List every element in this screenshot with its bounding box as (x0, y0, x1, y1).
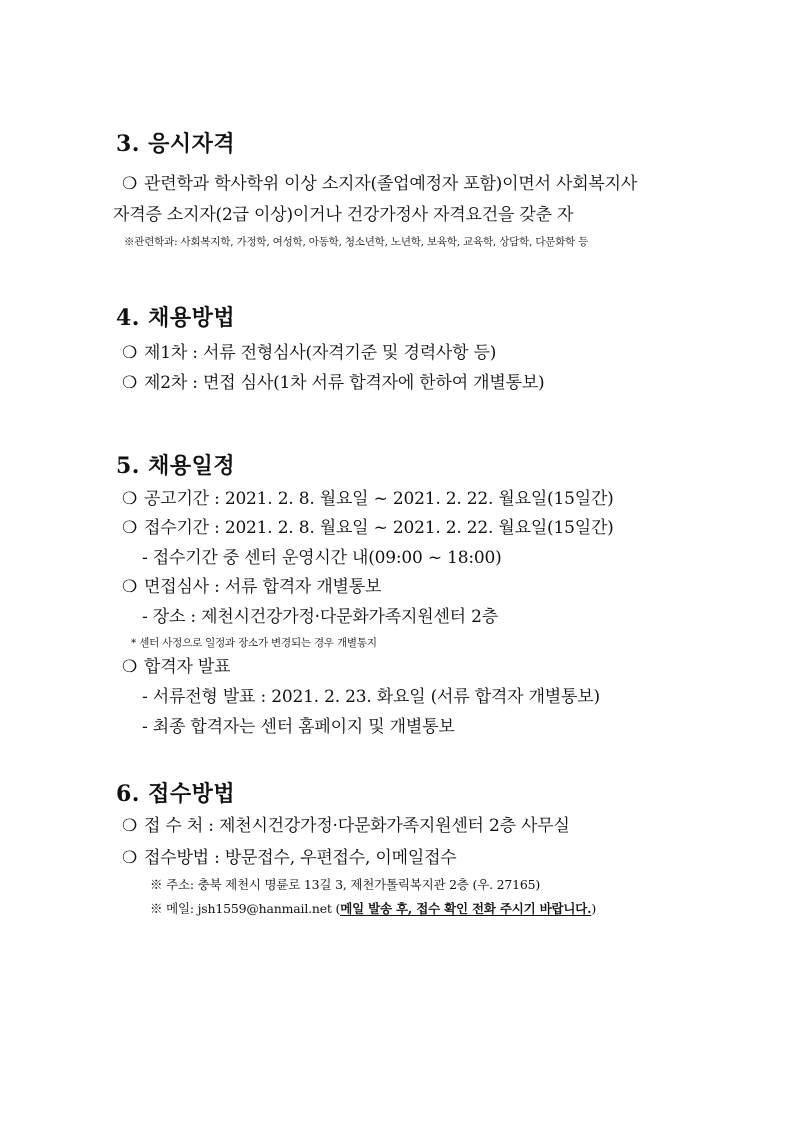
section-5-item-2-sub: - 접수기간 중 센터 운영시간 내(09:00 ~ 18:00) (142, 548, 502, 568)
section-3-text-line2: 자격증 소지자(2급 이상)이거나 건강가정사 자격요건을 갖춘 자 (113, 205, 574, 225)
section-5-item-1-text: 공고기간 : 2021. 2. 8. 월요일 ~ 2021. 2. 22. 월요일(15일간) (144, 489, 614, 509)
section-4-item-2-text: 제2차 : 면접 심사(1차 서류 합격자에 한하여 개별통보) (144, 373, 545, 393)
section-3-bullet (122, 173, 637, 195)
section-5-item-3 (122, 576, 381, 598)
circle-bullet-icon: ❍ (122, 816, 138, 836)
section-5-item-2-text: 접수기간 : 2021. 2. 8. 월요일 ~ 2021. 2. 22. 월요일(15일간) (144, 518, 614, 538)
section-5-item-3-sub: - 장소 : 제천시건강가정·다문화가족지원센터 2층 (142, 607, 498, 627)
circle-bullet-icon: ❍ (122, 518, 138, 538)
section-6-item-1 (122, 815, 570, 837)
section-6-mail (150, 900, 596, 918)
section-6-address: ※ 주소: 충북 제천시 명륜로 13길 3, 제천가톨릭복지관 2층 (우. 27165) (150, 877, 541, 892)
section-6-item-1-text: 접 수 처 : 제천시건강가정·다문화가족지원센터 2층 사무실 (144, 816, 570, 836)
circle-bullet-icon: ❍ (122, 174, 138, 194)
section-4-title: 4. 채용방법 (116, 305, 236, 331)
mail-prefix: ※ 메일: jsh1559@hanmail.net ( (150, 901, 341, 916)
circle-bullet-icon: ❍ (122, 343, 138, 363)
section-5-item-1 (122, 488, 614, 510)
circle-bullet-icon: ❍ (122, 848, 138, 868)
section-3-text-line1: 관련학과 학사학위 이상 소지자(졸업예정자 포함)이면서 사회복지사 (144, 174, 638, 194)
section-5-item-3-note: * 센터 사정으로 일정과 장소가 변경되는 경우 개별통지 (131, 637, 377, 649)
section-4-item-1-text: 제1차 : 서류 전형심사(자격기준 및 경력사항 등) (144, 343, 497, 363)
section-5-item-3-text: 면접심사 : 서류 합격자 개별통보 (144, 577, 382, 597)
section-4-item-2 (122, 372, 545, 394)
section-3-title: 3. 응시자격 (116, 131, 236, 157)
section-6-item-2 (122, 847, 457, 869)
section-5-item-4-text: 합격자 발표 (144, 657, 231, 677)
section-5-item-4 (122, 656, 230, 678)
section-5-item-4-sub-2: - 최종 합격자는 센터 홈페이지 및 개별통보 (142, 717, 455, 737)
section-5-title: 5. 채용일정 (116, 453, 236, 479)
circle-bullet-icon: ❍ (122, 489, 138, 509)
section-6-item-2-text: 접수방법 : 방문접수, 우편접수, 이메일접수 (144, 848, 457, 868)
section-6-title: 6. 접수방법 (116, 781, 236, 807)
mail-suffix: ) (591, 901, 597, 916)
section-5-item-2 (122, 517, 614, 539)
section-5-item-4-sub-1: - 서류전형 발표 : 2021. 2. 23. 화요일 (서류 합격자 개별통보) (142, 687, 600, 707)
circle-bullet-icon: ❍ (122, 577, 138, 597)
mail-emphasis: 메일 발송 후, 접수 확인 전화 주시기 바랍니다. (340, 901, 592, 916)
section-4-item-1 (122, 342, 496, 364)
circle-bullet-icon: ❍ (122, 373, 138, 393)
circle-bullet-icon: ❍ (122, 657, 138, 677)
section-3-note: ※관련학과: 사회복지학, 가정학, 여성학, 아동학, 청소년학, 노년학, 보육학, 교육학, 상담학, 다문화학 등 (124, 236, 589, 248)
